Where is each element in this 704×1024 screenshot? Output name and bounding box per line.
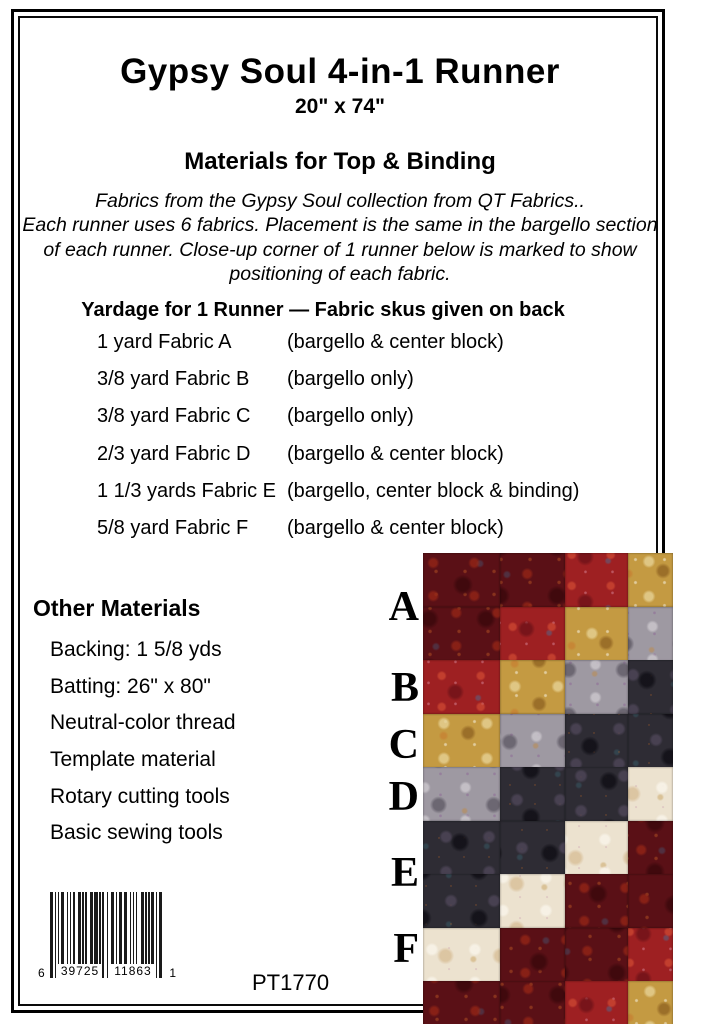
yardage-use: (bargello & center block) [287,331,504,353]
barcode-bar [78,892,81,969]
intro-line: Fabrics from the Gypsy Soul collection from QT Fabrics.. [95,190,585,212]
fabric-cell-E [565,767,628,821]
other-material-item: Batting: 26" x 80" [50,675,211,698]
fabric-cell-A [500,928,565,982]
fabric-row-label-E: E [390,850,419,896]
fabric-cell-E [565,714,628,768]
fabric-cell-D [628,607,673,661]
fabric-cell-B [423,660,500,714]
fabric-cell-E [628,660,673,714]
yardage-row [97,517,504,540]
barcode-bar [90,892,93,969]
materials-heading: Materials for Top & Binding [184,148,496,175]
barcode-bar [119,892,122,969]
yardage-use: (bargello only) [287,405,414,427]
fabric-cell-E [423,821,500,875]
yardage-row [97,405,414,428]
fabric-cell-C [565,607,628,661]
yardage-row [97,331,504,354]
yardage-amount: 3/8 yard Fabric B [97,368,250,390]
fabric-cell-A [628,874,673,928]
fabric-cell-F [565,821,628,875]
barcode-bar [145,892,147,969]
pattern-number: PT1770 [252,970,330,995]
barcode-digit-group: 39725 [58,964,102,980]
fabric-cell-B [500,607,565,661]
fabric-cell-D [500,714,565,768]
fabric-cell-F [500,874,565,928]
barcode-bar [130,892,132,969]
fabric-cell-F [628,767,673,821]
barcode-bar [99,892,101,969]
barcode-bar [50,892,53,978]
barcode-bar [107,892,109,978]
barcode-bar [159,892,162,978]
fabric-cell-E [423,874,500,928]
barcode-bar [148,892,150,969]
fabric-cell-C [423,714,500,768]
barcode-bar [111,892,114,969]
yardage-use: (bargello, center block & binding) [287,480,580,502]
barcode-bar [124,892,127,969]
fabric-row-label-B: B [390,665,419,711]
fabric-cell-A [423,607,500,661]
barcode-digit-right: 1 [169,966,176,980]
barcode [38,892,176,984]
fabric-row-label-A: A [388,584,419,630]
yardage-heading: Yardage for 1 Runner — Fabric skus given on back [81,299,565,321]
fabric-row-label-F: F [393,926,419,972]
fabric-cell-E [628,714,673,768]
fabric-row-label-D: D [388,774,419,820]
intro-line: of each runner. Close-up corner of 1 runner below is marked to show [43,238,637,261]
barcode-bar [82,892,84,969]
fabric-cell-B [628,928,673,982]
fabric-cell-A [423,981,500,1024]
fabric-cell-C [628,553,673,607]
fabric-cell-A [628,821,673,875]
fabric-cell-E [500,821,565,875]
fabric-cell-C [500,660,565,714]
barcode-bar [156,892,158,978]
barcode-bar [141,892,144,969]
yardage-use: (bargello only) [287,368,414,390]
barcode-bar [70,892,72,969]
intro-paragraph [10,189,670,286]
barcode-bar [67,892,69,969]
yardage-amount: 5/8 yard Fabric F [97,517,249,539]
barcode-bar [94,892,97,969]
fabric-cell-F [423,928,500,982]
barcode-bar [55,892,57,978]
yardage-amount: 1 yard Fabric A [97,331,232,353]
fabric-row-label-C: C [388,722,419,768]
other-material-item: Backing: 1 5/8 yds [50,638,222,661]
yardage-amount: 1 1/3 yards Fabric E [97,480,276,502]
barcode-bar [136,892,138,969]
yardage-use: (bargello & center block) [287,517,504,539]
fabric-cell-E [500,767,565,821]
intro-line: positioning of each fabric. [229,262,451,285]
fabric-cell-A [565,874,628,928]
yardage-amount: 3/8 yard Fabric C [97,405,251,427]
yardage-row [97,480,580,503]
other-material-item: Neutral-color thread [50,711,236,734]
barcode-bar [102,892,104,978]
yardage-row [97,443,504,466]
barcode-bar [61,892,64,969]
yardage-use: (bargello & center block) [287,443,504,465]
other-materials-heading: Other Materials [33,595,201,621]
other-material-item: Rotary cutting tools [50,785,230,808]
barcode-bar [73,892,75,969]
fabric-cell-B [565,981,628,1024]
page-title: Gypsy Soul 4-in-1 Runner [120,52,560,91]
intro-line: Each runner uses 6 fabrics. Placement is the same in the bargello section [22,214,658,237]
yardage-row [97,368,414,391]
fabric-cell-A [500,553,565,607]
barcode-bar [133,892,135,969]
fabric-cell-A [500,981,565,1024]
fabric-cell-A [423,553,500,607]
barcode-digit-group: 11863 [111,964,155,980]
fabric-cell-A [565,928,628,982]
other-material-item: Basic sewing tools [50,821,223,844]
fabric-cell-C [628,981,673,1024]
barcode-bar [58,892,60,969]
barcode-bar [151,892,154,969]
barcode-bar [116,892,118,969]
quilt-photo [423,553,673,1024]
barcode-digit-left: 6 [38,966,45,980]
fabric-cell-B [565,553,628,607]
other-material-item: Template material [50,748,216,771]
yardage-amount: 2/3 yard Fabric D [97,443,251,465]
barcode-bar [85,892,87,969]
finished-size: 20" x 74" [295,95,385,118]
fabric-cell-D [565,660,628,714]
fabric-cell-D [423,767,500,821]
